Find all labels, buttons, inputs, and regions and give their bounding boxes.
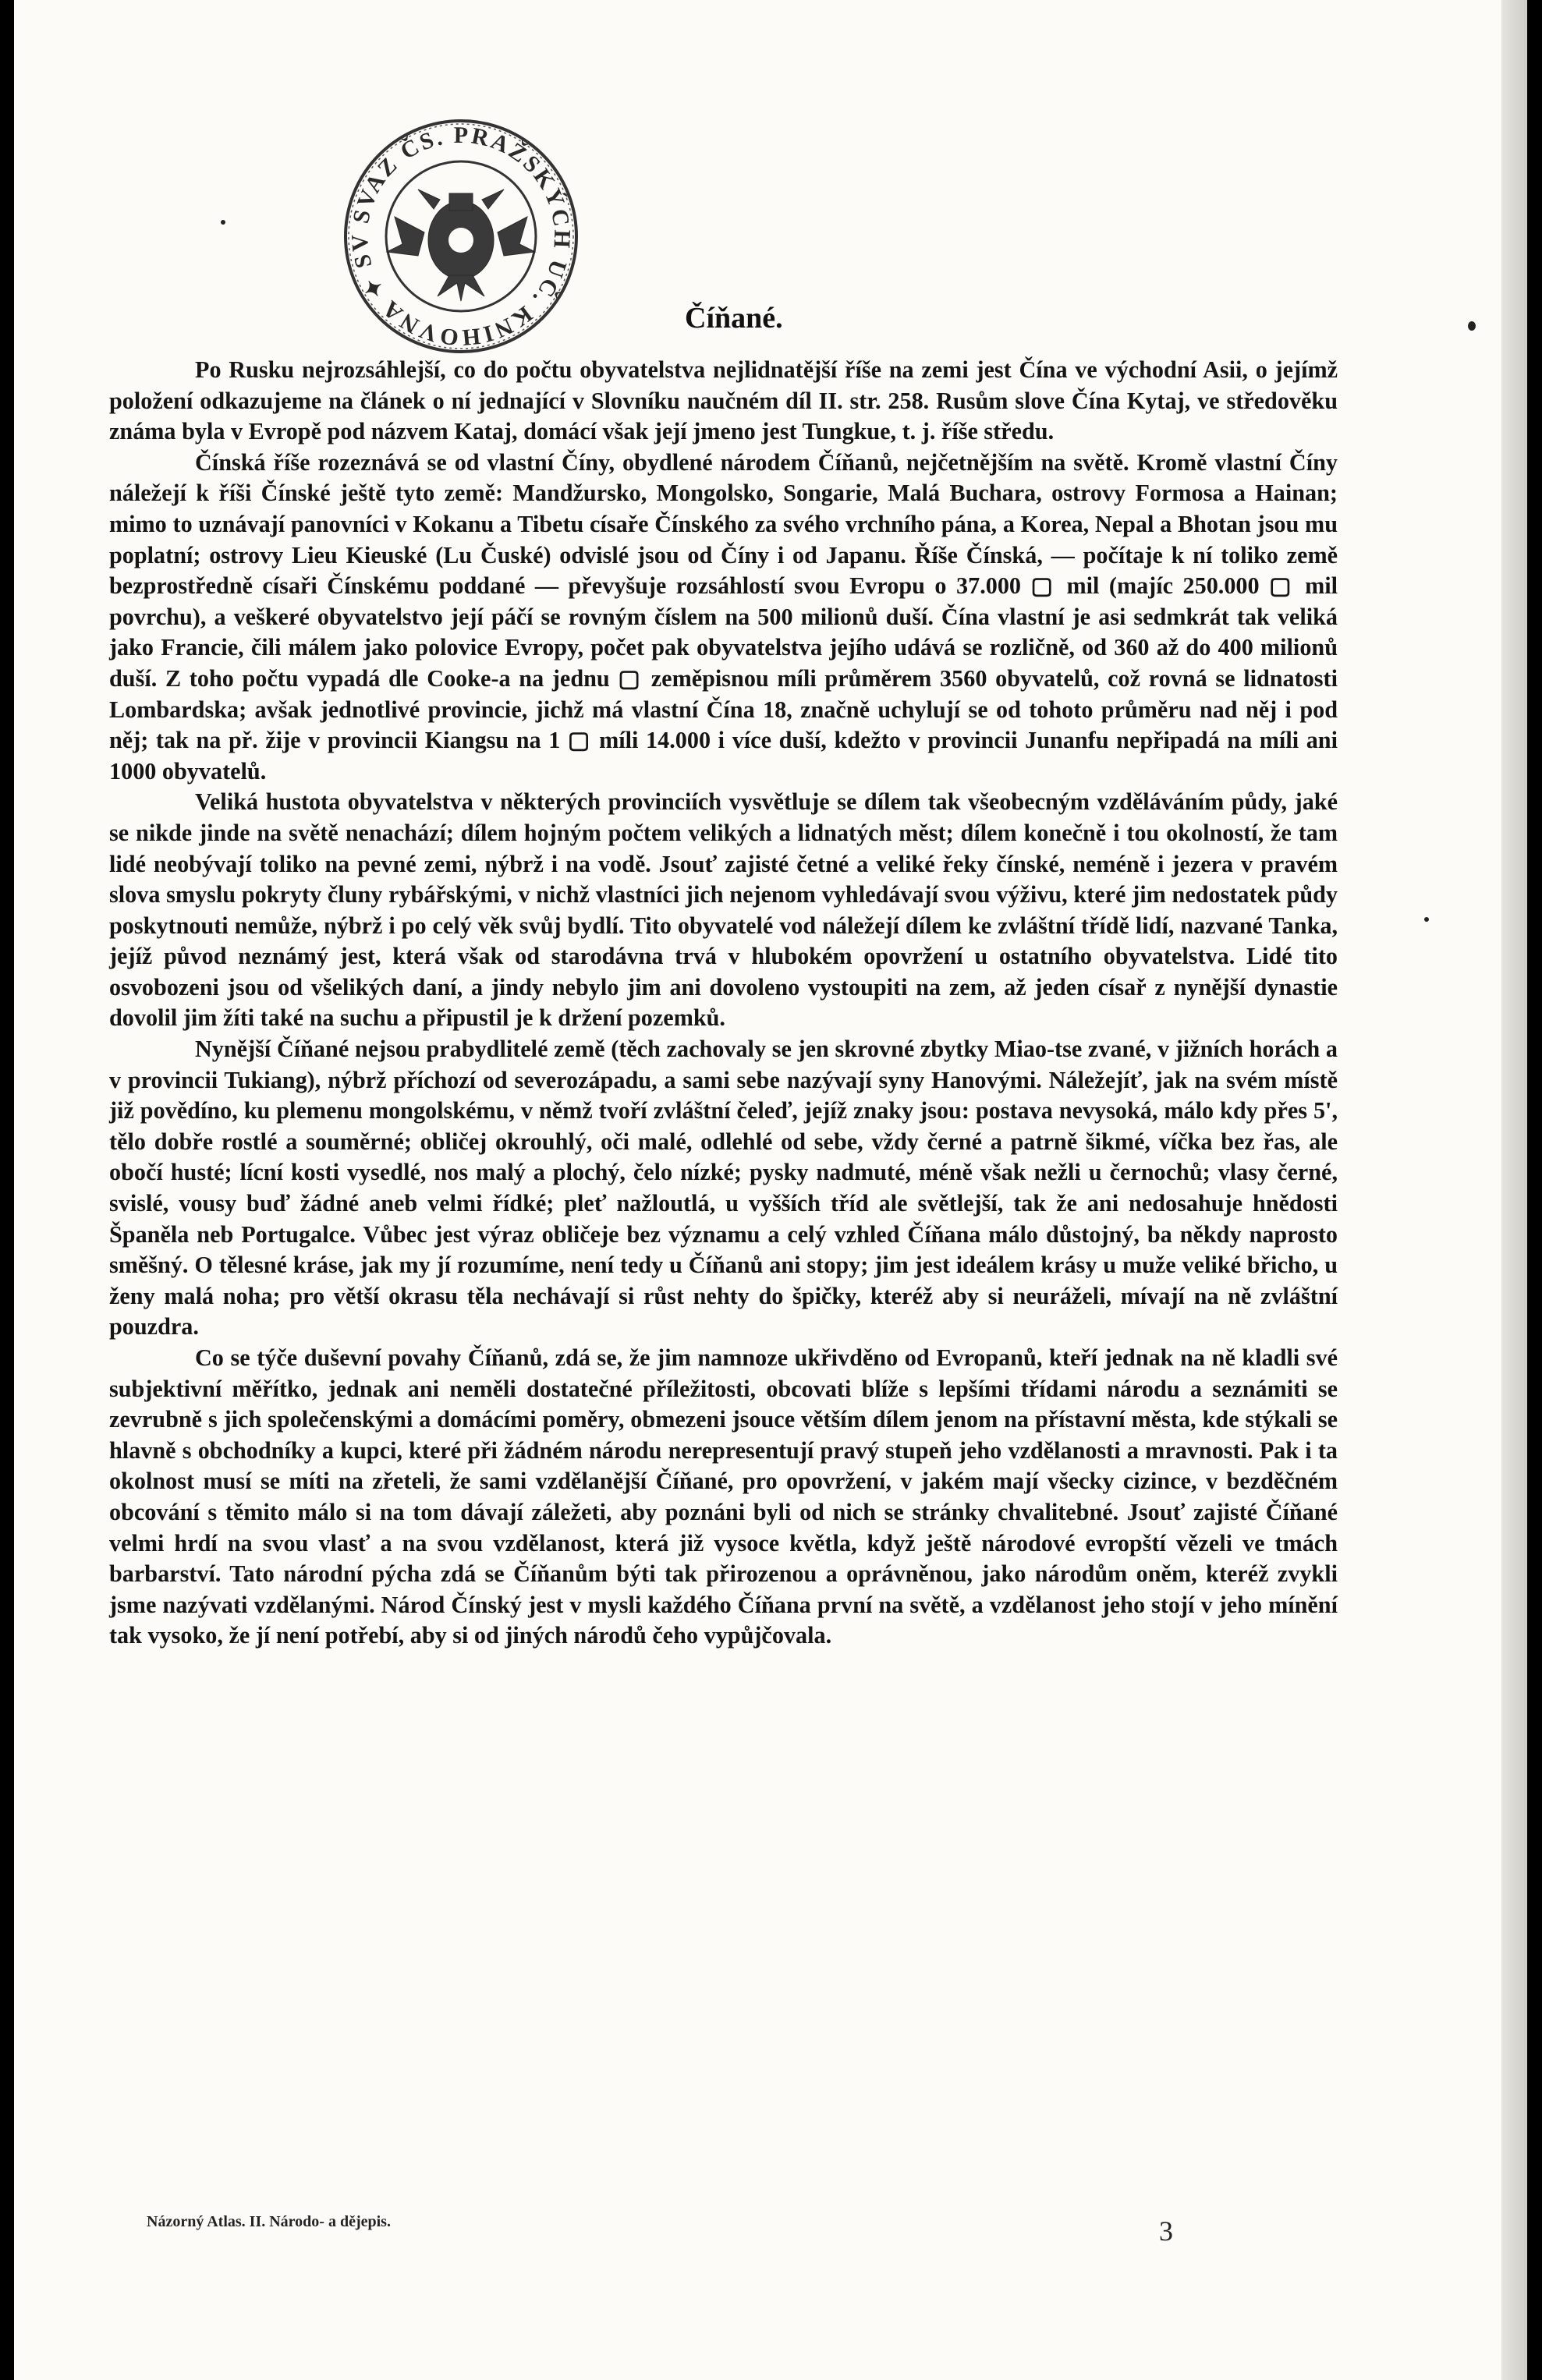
stamp-seal-icon [340,115,582,357]
ink-speck [1468,321,1476,331]
paragraph: Nynější Číňané nejsou prabydlitelé země (těch zachovaly se jen skrovné zbytky Miao-tse zvané, v jižních horách a v provincii Tukiang), nýbrž příchozí od severozápadu, a sami sebe nazývají syny Hanovými. Náležejíť, jak na svém místě již povědíno, ku plemenu mongolskému, v němž tvoří zvláštní čeleď, jejíž znaky jsou: postava nevysoká, málo kdy přes 5', tělo dobře rostlé a souměrné; obličej okrouhlý, oči malé, odlehlé od sebe, vždy černé a patrně šikmé, víčka bez řas, ale obočí husté; lícní kosti vysedlé, nos malý a plochý, čelo nízké; pysky nadmuté, méně však nežli u černochů; vlasy černé, svislé, vousy buď žádné aneb velmi řídké; pleť nažloutlá, u vyšších tříd ale světlejší, tak že ani nedosahuje hnědosti Španěla neb Portugalce. Vůbec jest výraz obličeje bez významu a celý vzhled Číňana málo důstojný, ba někdy naprosto směšný. O tělesné kráse, jak my jí rozumíme, není tedy u Číňanů ani stopy; jim jest ideálem krásy u muže veliké břicho, u ženy malá noha; pro větší okrasu těla nechávají si růst nehty do špičky, kteréž aby si neuráželi, mívají na ně zvláštní pouzdra. [109,1036,1338,1341]
ink-speck [221,220,225,225]
article-title: Číňané. [685,302,783,335]
page-number: 3 [1159,2215,1173,2247]
footer-source: Názorný Atlas. II. Národo- a dějepis. [147,2213,391,2230]
paragraph: Čínská říše rozeznává se od vlastní Číny, obydlené národem Číňanů, nejčetnějším na světě. Kromě vlastní Číny náležejí k říši Čínské ještě tyto země: Mandžursko, Mongolsko, Songarie, Malá Buchara, ostrovy Formosa a Hainan; mimo to uznávají panovníci v Kokanu a Tibetu císaře Čínského za svého vrchního pána, a Korea, Nepal a Bhotan jsou mu poplatní; ostrovy Lieu Kieuské (Lu Čuské) odvislé jsou od Číny i od Japanu. Říše Čínská, — počítaje k ní toliko země bezprostředně císaři Čínskému poddané — převyšuje rozsáhlostí svou Evropu o 37.000 ▢ mil (majíc 250.000 ▢ mil povrchu), a veškeré obyvatelstvo její páčí se rovným číslem na 500 milionů duší. Čína vlastní je asi sedmkrát tak veliká jako Francie, čili málem jako polovice Evropy, počet pak obyvatelstva jejího udává se rozličně, od 360 až do 400 milionů duší. Z toho počtu vypadá dle Cooke-a na jednu ▢ zeměpisnou míli průměrem 3560 obyvatelů, což rovná se lidnatosti Lombardska; avšak jednotlivé provincie, jichž má vlastní Čína 18, značně uchylují se od tohoto průměru nad něj i pod něj; tak na př. žije v provincii Kiangsu na 1 ▢ míli 14.000 i více duší, kdežto v provincii Junanfu nepřipadá na míli ani 1000 obyvatelů. [109,448,1338,784]
page-gutter [1501,0,1527,2380]
paragraph: Veliká hustota obyvatelstva v některých provinciích vysvětluje se dílem tak všeobecným vzděláváním půdy, jaké se nikde jinde na světě nenachází; dílem hojným počtem velikých a lidnatých měst; dílem konečně i tou okolností, že tam lidé neobývají toliko na pevné zemi, nýbrž i na vodě. Jsouť zajisté četné a veliké řeky čínské, neméně i jezera v pravém slova smyslu pokryty čluny rybářskými, v nichž vlastníci jich nejenom vyhledávají svou výživu, které jim nedostatek půdy poskytnouti nemůže, nýbrž i po celý věk svůj bydlí. Tito obyvatelé vod náležejí dílem ke zvláštní třídě lidí, nazvané Tanka, jejíž původ neznámý jest, která však od starodávna trvá v hlubokém opovržení u ostatního obyvatelstva. Lidé tito osvobozeni jsou od všelikých daní, a jindy nebylo jim ani dovoleno vystoupiti na zem, až jeden císař z nynější dynastie dovolil jim žíti také na suchu a připustil je k držení pozemků. [109,788,1338,1032]
paragraph: Po Rusku nejrozsáhlejší, co do počtu obyvatelstva nejlidnatější říše na zemi jest Čína ve východní Asii, o jejímž položení odkazujeme na článek o ní jednající v Slovníku naučném díl II. str. 258. Rusům slove Čína Kytaj, ve středověku známa byla v Evropě pod názvem Kataj, domácí však její jmeno jest Tungkue, t. j. říše středu. [109,356,1338,445]
document-page [14,0,1527,2380]
paragraph: Co se týče duševní povahy Číňanů, zdá se, že jim namnoze ukřivděno od Evropanů, kteří jednak na ně kladli své subjektivní měřítko, jednak ani neměli dostatečné příležitosti, obcovati blíže s lepšími třídami národu a seznámiti se zevrubně s jich společenskými a domácími poměry, obmezeni jsouce větším dílem jenom na přístavní města, kde stýkali se hlavně s obchodníky a kupci, které při žádném národu nerepresentují pravý stupeň jeho vzdělanosti a mravnosti. Pak i ta okolnost musí se míti na zřeteli, že sami vzdělanější Číňané, pro opovržení, v jakém mají všecky cizince, v bezděčném obcování s těmito málo si na tom dávají záležeti, aby poznáni byli od nich se stránky chvalitebné. Jsouť zajisté Číňané velmi hrdí na svou vlasť a na svou vzdělanost, která již vysoce květla, když ještě národové evropští vězeli ve tmách barbarství. Tato národní pýcha zdá se Číňanům býti tak přirozenou a oprávněnou, jako národům oněm, kteréž zvykli jsme nazývati vzdělanými. Národ Čínský jest v mysli každého Číňana první na světě, a vzdělanost jeho stojí v jeho mínění tak vysoko, že jí není potřebí, aby si od jiných národů čeho vypůjčovala. [109,1344,1338,1649]
library-stamp [340,115,582,357]
svg-text:SVAZ ČS. PRAŽSKÝCH UČ. KNIHOVN: SVAZ ČS. PRAŽSKÝCH UČ. KNIHOVNA ✦ SV [346,122,576,351]
article-body [109,355,1338,1652]
ink-speck [1424,917,1429,922]
